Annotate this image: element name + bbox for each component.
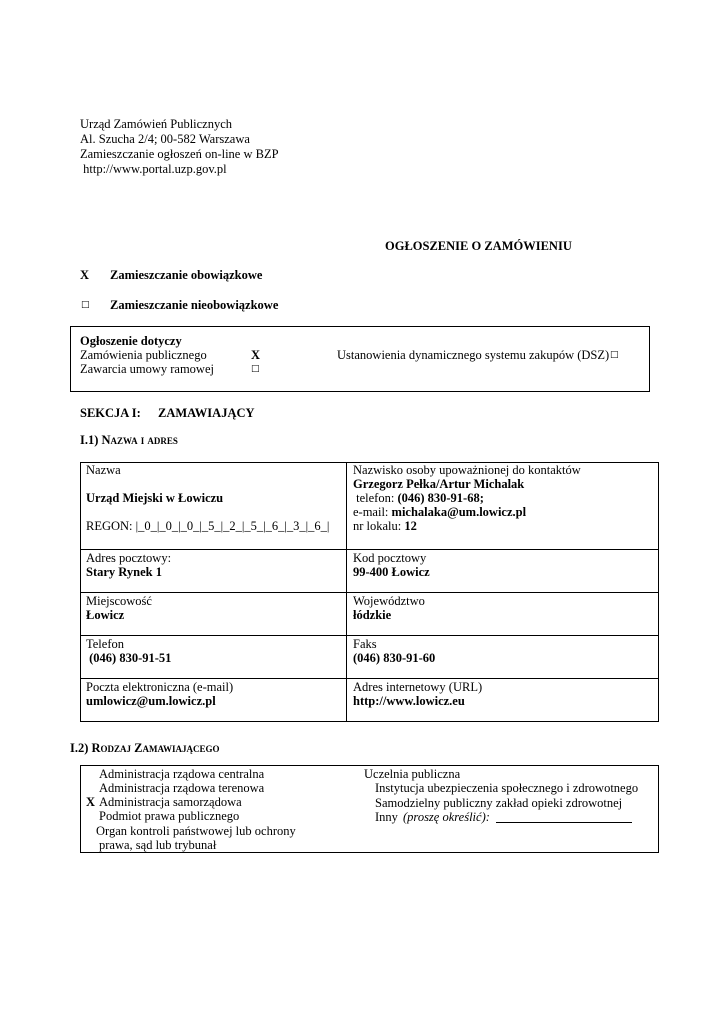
contact-phone-prefix: telefon: bbox=[353, 491, 398, 505]
buyer-type-option: Samodzielny publiczny zakład opieki zdrowotnej bbox=[375, 796, 623, 810]
buyer-type-option: Podmiot prawa publicznego bbox=[99, 809, 240, 823]
fax-value: (046) 830-91-60 bbox=[353, 651, 436, 665]
subsection-heading-1 bbox=[80, 433, 178, 448]
contact-room bbox=[353, 519, 417, 533]
other-hint: (proszę określić): bbox=[403, 810, 490, 824]
address-value: Stary Rynek 1 bbox=[86, 565, 162, 579]
subsection-title: Nazwa i adres bbox=[101, 433, 178, 447]
empty-checkbox-icon: □ bbox=[81, 300, 90, 310]
buyer-type-option: Inny bbox=[375, 810, 398, 824]
issuer-url: http://www.portal.uzp.gov.pl bbox=[80, 162, 227, 176]
subsection-title: Rodzaj Zamawiającego bbox=[91, 741, 220, 755]
empty-checkbox-icon: □ bbox=[610, 350, 619, 360]
contact-name: Grzegorz Pełka/Artur Michalak bbox=[353, 477, 525, 491]
posting-mandatory bbox=[80, 268, 89, 283]
buyer-type-option: Instytucja ubezpieczenia społecznego i zdrowotnego bbox=[375, 781, 639, 795]
concerns-heading: Ogłoszenie dotyczy bbox=[80, 334, 182, 348]
www-value: http://www.lowicz.eu bbox=[353, 694, 465, 708]
concerns-framework-label: Zawarcia umowy ramowej bbox=[80, 362, 214, 376]
issuer-address: Al. Szucha 2/4; 00-582 Warszawa bbox=[80, 132, 250, 146]
www-label: Adres internetowy (URL) bbox=[353, 680, 483, 694]
document-title: OGŁOSZENIE O ZAMÓWIENIU bbox=[385, 239, 572, 253]
section-heading-number: SEKCJA I: bbox=[80, 406, 141, 420]
table-row-divider bbox=[80, 549, 659, 550]
postal-label: Kod pocztowy bbox=[353, 551, 427, 565]
issuer-name: Urząd Zamówień Publicznych bbox=[80, 117, 233, 131]
voivodeship-label: Województwo bbox=[353, 594, 425, 608]
buyer-type-option: Administracja samorządowa bbox=[99, 795, 242, 809]
email-value: umlowicz@um.lowicz.pl bbox=[86, 694, 216, 708]
voivodeship-value: łódzkie bbox=[353, 608, 392, 622]
buyer-type-option: Uczelnia publiczna bbox=[364, 767, 461, 781]
posting-optional-label: Zamieszczanie nieobowiązkowe bbox=[110, 298, 279, 312]
buyer-type-option: Organ kontroli państwowej lub ochrony bbox=[96, 824, 296, 838]
empty-checkbox-icon: □ bbox=[251, 364, 260, 374]
issuer-header bbox=[80, 117, 279, 177]
phone-label: Telefon bbox=[86, 637, 124, 651]
concerns-dsz-label: Ustanowienia dynamicznego systemu zakupów (DSZ) bbox=[337, 348, 610, 362]
contact-email-prefix: e-mail: bbox=[353, 505, 392, 519]
postal-value: 99-400 Łowicz bbox=[353, 565, 430, 579]
subsection-number: I.2) bbox=[70, 741, 92, 755]
concerns-public-order-label: Zamówienia publicznego bbox=[80, 348, 207, 362]
other-underline bbox=[496, 822, 632, 823]
subsection-heading-2 bbox=[70, 741, 220, 756]
mandatory-mark: X bbox=[80, 268, 90, 282]
city-label: Miejscowość bbox=[86, 594, 152, 608]
regon-value: REGON: |_0_|_0_|_0_|_5_|_2_|_5_|_6_|_3_|_6_| bbox=[86, 519, 330, 533]
phone-value: (046) 830-91-51 bbox=[86, 651, 172, 665]
subsection-number: I.1) bbox=[80, 433, 102, 447]
concerns-public-order-mark: X bbox=[251, 348, 261, 362]
fax-label: Faks bbox=[353, 637, 377, 651]
contact-label: Nazwisko osoby upoważnionej do kontaktów bbox=[353, 463, 581, 477]
buyer-type-option: prawa, sąd lub trybunał bbox=[99, 838, 217, 852]
contact-email-value: michalaka@um.lowicz.pl bbox=[391, 505, 527, 519]
address-label: Adres pocztowy: bbox=[86, 551, 172, 565]
contact-email bbox=[353, 505, 526, 519]
table-row-divider bbox=[80, 678, 659, 679]
contact-phone-value: (046) 830-91-68; bbox=[397, 491, 484, 505]
name-value: Urząd Miejski w Łowiczu bbox=[86, 491, 224, 505]
buyer-type-option: Administracja rządowa terenowa bbox=[99, 781, 265, 795]
city-value: Łowicz bbox=[86, 608, 125, 622]
issuer-service: Zamieszczanie ogłoszeń on-line w BZP bbox=[80, 147, 279, 161]
email-label: Poczta elektroniczna (e-mail) bbox=[86, 680, 234, 694]
section-heading-text: ZAMAWIAJĄCY bbox=[158, 406, 255, 420]
posting-mandatory-label: Zamieszczanie obowiązkowe bbox=[110, 268, 263, 282]
name-label: Nazwa bbox=[86, 463, 121, 477]
buyer-type-option: Administracja rządowa centralna bbox=[99, 767, 265, 781]
contact-room-prefix: nr lokalu: bbox=[353, 519, 405, 533]
table-row-divider bbox=[80, 635, 659, 636]
contact-phone bbox=[353, 491, 484, 505]
buyer-type-mark: X bbox=[86, 795, 96, 809]
table-row-divider bbox=[80, 592, 659, 593]
contact-room-value: 12 bbox=[404, 519, 417, 533]
